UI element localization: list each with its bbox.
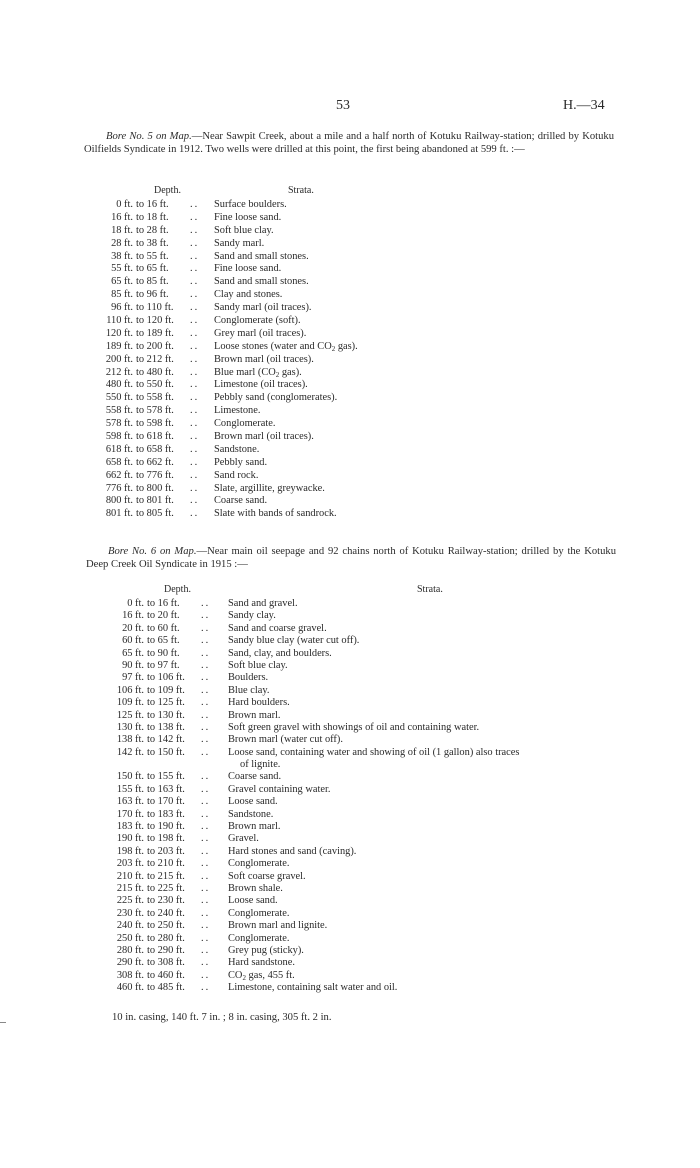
bore6-row — [106, 982, 646, 994]
bore5-row — [98, 263, 458, 276]
depth-from: 110 ft. — [106, 315, 133, 327]
depth-to: to 308 ft. — [147, 957, 185, 969]
depth-to: to 280 ft. — [147, 932, 185, 944]
depth-from: 308 ft. — [116, 969, 144, 981]
bore5-row — [98, 302, 458, 315]
leader-dots: .. — [190, 379, 200, 391]
depth-from: 190 ft. — [116, 833, 144, 845]
strata-description: Brown marl and lignite. — [228, 920, 328, 932]
strata-description: Conglomerate. — [228, 858, 290, 870]
leader-dots: .. — [201, 944, 211, 956]
bore6-title: Bore No. 6 on Map. — [108, 546, 197, 557]
strata-description: Coarse sand. — [214, 495, 268, 507]
strata-description: Fine loose sand. — [214, 211, 282, 223]
depth-to: to 598 ft. — [136, 418, 174, 430]
leader-dots: .. — [190, 443, 200, 455]
depth-to: to 240 ft. — [147, 907, 185, 919]
bore5-description: —Near Sawpit Creek, about a mile and a half north of Kotuku Railway-station; drilled by Kotuku Oilfields Syndicate in 1912. Two wells were drilled at this point, the first being abandoned at 599 ft. :— — [84, 131, 615, 155]
strata-description: Sand, clay, and boulders. — [228, 647, 332, 659]
strata-description: Conglomerate. — [214, 418, 276, 430]
casing-note: 10 in. casing, 140 ft. 7 in. ; 8 in. casing, 305 ft. 2 in. — [112, 1012, 332, 1023]
bore5-row — [98, 251, 458, 264]
bore5-row — [98, 457, 458, 470]
depth-to: to 558 ft. — [136, 392, 174, 404]
depth-from: 16 ft. — [122, 610, 144, 622]
depth-to: to 203 ft. — [147, 845, 185, 857]
strata-description: Soft green gravel with showings of oil and containing water. — [228, 721, 480, 733]
strata-description: Sandstone. — [228, 808, 274, 820]
strata-description: Clay and stones. — [214, 289, 283, 301]
depth-to: to 96 ft. — [136, 289, 169, 301]
bore5-row — [98, 276, 458, 289]
depth-to: to 198 ft. — [147, 833, 185, 845]
leader-dots: .. — [201, 771, 211, 783]
leader-dots: .. — [201, 858, 211, 870]
bore6-row — [106, 672, 646, 684]
depth-from: 290 ft. — [116, 957, 144, 969]
depth-from: 658 ft. — [105, 456, 133, 468]
bore5-row — [98, 483, 458, 496]
leader-dots: .. — [190, 289, 200, 301]
leader-dots: .. — [190, 263, 200, 275]
depth-to: to 776 ft. — [136, 469, 174, 481]
leader-dots: .. — [201, 598, 211, 609]
depth-to: to 109 ft. — [147, 684, 185, 696]
leader-dots: .. — [190, 469, 200, 481]
leader-dots: .. — [190, 418, 200, 430]
bore5-table — [98, 199, 458, 521]
depth-from: 776 ft. — [105, 482, 133, 494]
strata-description: Brown shale. — [228, 883, 283, 894]
bore5-row — [98, 418, 458, 431]
strata-description: Pebbly sand. — [214, 456, 268, 468]
bore6-row — [106, 809, 646, 821]
leader-dots: .. — [201, 870, 211, 882]
strata-description: Blue clay. — [228, 684, 270, 696]
depth-from: 225 ft. — [116, 895, 144, 907]
depth-from: 170 ft. — [116, 808, 144, 820]
depth-from: 60 ft. — [122, 635, 144, 647]
leader-dots: .. — [190, 224, 200, 236]
leader-dots: .. — [201, 808, 211, 820]
leader-dots: .. — [201, 920, 211, 932]
leader-dots: .. — [201, 672, 211, 684]
bore6-row — [106, 833, 646, 845]
bore5-row — [98, 431, 458, 444]
bore6-row — [106, 895, 646, 907]
page-reference: H.—34 — [563, 98, 605, 113]
leader-dots: .. — [201, 907, 211, 919]
bore5-row — [98, 225, 458, 238]
bore5-row — [98, 212, 458, 225]
depth-to: to 20 ft. — [147, 610, 180, 622]
depth-to: to 618 ft. — [136, 431, 174, 443]
bore6-row — [106, 933, 646, 945]
bore6-table — [106, 598, 646, 995]
strata-description: Blue marl ($CO_2$ gas). — [214, 366, 302, 379]
bore5-depth-header: Depth. — [154, 185, 181, 196]
bore5-row — [98, 392, 458, 405]
bore5-row — [98, 444, 458, 457]
depth-to: to 65 ft. — [136, 263, 169, 275]
depth-to: to 189 ft. — [136, 327, 174, 339]
bore6-row — [106, 623, 646, 635]
depth-from: 163 ft. — [116, 796, 144, 808]
bore6-row — [106, 747, 646, 772]
strata-description: $CO_2$ gas, 455 ft. — [228, 969, 295, 982]
depth-from: 18 ft. — [111, 224, 133, 236]
bore6-row — [106, 920, 646, 932]
strata-description: Slate with bands of sandrock. — [214, 508, 337, 520]
depth-from: 215 ft. — [116, 883, 144, 894]
depth-from: 90 ft. — [122, 659, 144, 671]
depth-to: to 150 ft. — [147, 746, 185, 758]
depth-from: 212 ft. — [105, 366, 133, 378]
depth-from: 183 ft. — [116, 821, 144, 833]
depth-from: 198 ft. — [116, 845, 144, 857]
leader-dots: .. — [190, 353, 200, 365]
leader-dots: .. — [201, 796, 211, 808]
depth-from: 155 ft. — [116, 783, 144, 795]
depth-from: 250 ft. — [116, 932, 144, 944]
leader-dots: .. — [190, 495, 200, 507]
depth-to: to 130 ft. — [147, 709, 185, 721]
depth-from: 578 ft. — [105, 418, 133, 430]
depth-to: to 125 ft. — [147, 697, 185, 709]
depth-to: to 800 ft. — [136, 482, 174, 494]
depth-from: 200 ft. — [105, 353, 133, 365]
leader-dots: .. — [190, 405, 200, 417]
bore5-row — [98, 289, 458, 302]
depth-from: 109 ft. — [116, 697, 144, 709]
leader-dots: .. — [201, 684, 211, 696]
leader-dots: .. — [201, 783, 211, 795]
depth-to: to 183 ft. — [147, 808, 185, 820]
leader-dots: .. — [201, 659, 211, 671]
depth-from: 210 ft. — [116, 870, 144, 882]
depth-from: 65 ft. — [122, 647, 144, 659]
bore5-title: Bore No. 5 on Map. — [106, 131, 192, 142]
bore5-row — [98, 405, 458, 418]
depth-from: 558 ft. — [105, 405, 133, 417]
bore6-strata-header: Strata. — [417, 584, 443, 595]
bore6-row — [106, 784, 646, 796]
strata-description: Conglomerate (soft). — [214, 315, 301, 327]
strata-description: Loose sand. — [228, 796, 278, 808]
depth-from: 97 ft. — [122, 672, 144, 684]
strata-description: Sandy blue clay (water cut off). — [228, 635, 360, 647]
leader-dots: .. — [190, 302, 200, 314]
depth-from: 800 ft. — [105, 495, 133, 507]
depth-to: to 65 ft. — [147, 635, 180, 647]
depth-from: 120 ft. — [105, 327, 133, 339]
strata-description: Brown marl (oil traces). — [214, 431, 314, 443]
bore6-row — [106, 610, 646, 622]
strata-description: Loose sand, containing water and showing of oil (1 gallon) also traces of lignite. — [228, 746, 520, 771]
strata-description: Soft coarse gravel. — [228, 870, 306, 882]
depth-from: 20 ft. — [122, 622, 144, 634]
depth-to: to 485 ft. — [147, 982, 185, 994]
strata-description: Sandstone. — [214, 443, 260, 455]
leader-dots: .. — [201, 746, 211, 758]
depth-to: to 55 ft. — [136, 250, 169, 262]
strata-description: Sand and coarse gravel. — [228, 622, 327, 634]
depth-from: 142 ft. — [116, 746, 144, 758]
depth-to: to 16 ft. — [147, 598, 180, 609]
depth-to: to 460 ft. — [147, 969, 185, 981]
depth-from: 96 ft. — [111, 302, 133, 314]
bore6-row — [106, 635, 646, 647]
leader-dots: .. — [201, 982, 211, 994]
bore6-row — [106, 685, 646, 697]
strata-description: Sandy clay. — [228, 610, 276, 622]
bore6-depth-header: Depth. — [164, 584, 191, 595]
depth-from: 801 ft. — [105, 508, 133, 520]
depth-to: to 97 ft. — [147, 659, 180, 671]
depth-to: to 110 ft. — [136, 302, 174, 314]
depth-from: 106 ft. — [116, 684, 144, 696]
depth-from: 550 ft. — [105, 392, 133, 404]
strata-description: Brown marl (oil traces). — [214, 353, 314, 365]
leader-dots: .. — [190, 366, 200, 378]
strata-description: Gravel. — [228, 833, 259, 845]
depth-to: to 60 ft. — [147, 622, 180, 634]
depth-to: to 28 ft. — [136, 224, 169, 236]
depth-from: 598 ft. — [105, 431, 133, 443]
leader-dots: .. — [201, 647, 211, 659]
bore6-row — [106, 858, 646, 870]
leader-dots: .. — [201, 895, 211, 907]
leader-dots: .. — [190, 508, 200, 520]
bore6-row — [106, 771, 646, 783]
strata-description: Sand rock. — [214, 469, 259, 481]
depth-from: 203 ft. — [116, 858, 144, 870]
depth-from: 280 ft. — [116, 944, 144, 956]
strata-description: Hard sandstone. — [228, 957, 295, 969]
depth-to: to 290 ft. — [147, 944, 185, 956]
bore6-row — [106, 846, 646, 858]
leader-dots: .. — [201, 709, 211, 721]
depth-from: 125 ft. — [116, 709, 144, 721]
strata-description: Pebbly sand (conglomerates). — [214, 392, 338, 404]
bore6-row — [106, 648, 646, 660]
strata-description: Soft blue clay. — [228, 659, 288, 671]
strata-description: Coarse sand. — [228, 771, 282, 783]
strata-description: Conglomerate. — [228, 932, 290, 944]
strata-description: Sand and small stones. — [214, 276, 309, 288]
depth-to: to 550 ft. — [136, 379, 174, 391]
depth-to: to 106 ft. — [147, 672, 185, 684]
leader-dots: .. — [190, 276, 200, 288]
bore6-row — [106, 871, 646, 883]
depth-to: to 215 ft. — [147, 870, 185, 882]
strata-description: Hard boulders. — [228, 697, 290, 709]
depth-to: to 801 ft. — [136, 495, 174, 507]
depth-from: 85 ft. — [111, 289, 133, 301]
leader-dots: .. — [201, 721, 211, 733]
depth-from: 618 ft. — [105, 443, 133, 455]
strata-description: Sand and small stones. — [214, 250, 309, 262]
depth-to: to 225 ft. — [147, 883, 185, 894]
bore5-row — [98, 379, 458, 392]
depth-from: 0 ft. — [127, 598, 144, 609]
depth-from: 16 ft. — [111, 211, 133, 223]
bore6-row — [106, 970, 646, 982]
strata-description: Grey pug (sticky). — [228, 944, 304, 956]
page-number: 53 — [336, 98, 350, 113]
bore6-row — [106, 734, 646, 746]
strata-description: Grey marl (oil traces). — [214, 327, 307, 339]
bore6-row — [106, 598, 646, 610]
leader-dots: .. — [201, 697, 211, 709]
leader-dots: .. — [190, 199, 200, 210]
depth-from: 230 ft. — [116, 907, 144, 919]
leader-dots: .. — [190, 327, 200, 339]
leader-dots: .. — [190, 431, 200, 443]
depth-from: 662 ft. — [105, 469, 133, 481]
bore5-row — [98, 495, 458, 508]
bore6-row — [106, 796, 646, 808]
strata-description: Brown marl. — [228, 821, 281, 833]
bore5-row — [98, 508, 458, 521]
bore6-row — [106, 957, 646, 969]
depth-to: to 662 ft. — [136, 456, 174, 468]
strata-description: Loose sand. — [228, 895, 278, 907]
depth-from: 480 ft. — [105, 379, 133, 391]
depth-to: to 16 ft. — [136, 199, 169, 210]
bore5-intro — [84, 131, 614, 157]
leader-dots: .. — [201, 833, 211, 845]
strata-description: Boulders. — [228, 672, 269, 684]
depth-to: to 18 ft. — [136, 211, 169, 223]
bore6-intro — [86, 546, 616, 572]
depth-from: 0 ft. — [116, 199, 133, 210]
depth-to: to 85 ft. — [136, 276, 169, 288]
depth-to: to 138 ft. — [147, 721, 185, 733]
strata-description: Sandy marl (oil traces). — [214, 302, 312, 314]
margin-mark — [0, 1022, 6, 1023]
depth-to: to 212 ft. — [136, 353, 174, 365]
depth-from: 240 ft. — [116, 920, 144, 932]
bore5-row — [98, 328, 458, 341]
bore6-row — [106, 697, 646, 709]
bore5-row — [98, 315, 458, 328]
bore5-row — [98, 238, 458, 251]
bore5-row — [98, 367, 458, 380]
depth-to: to 120 ft. — [136, 315, 174, 327]
strata-continuation: of lignite. — [240, 759, 281, 771]
strata-description: Fine loose sand. — [214, 263, 282, 275]
bore6-row — [106, 710, 646, 722]
depth-to: to 190 ft. — [147, 821, 185, 833]
strata-description: Surface boulders. — [214, 199, 287, 210]
leader-dots: .. — [201, 635, 211, 647]
bore5-row — [98, 470, 458, 483]
strata-description: Conglomerate. — [228, 907, 290, 919]
strata-description: Slate, argillite, greywacke. — [214, 482, 325, 494]
leader-dots: .. — [201, 957, 211, 969]
strata-description: Hard stones and sand (caving). — [228, 845, 357, 857]
strata-description: Limestone (oil traces). — [214, 379, 308, 391]
leader-dots: .. — [190, 392, 200, 404]
strata-description: Gravel containing water. — [228, 783, 331, 795]
leader-dots: .. — [190, 237, 200, 249]
leader-dots: .. — [190, 211, 200, 223]
leader-dots: .. — [190, 250, 200, 262]
leader-dots: .. — [190, 340, 200, 352]
strata-description: Brown marl. — [228, 709, 281, 721]
depth-to: to 90 ft. — [147, 647, 180, 659]
strata-description: Limestone. — [214, 405, 261, 417]
depth-from: 55 ft. — [111, 263, 133, 275]
leader-dots: .. — [201, 969, 211, 981]
depth-from: 150 ft. — [116, 771, 144, 783]
bore6-row — [106, 883, 646, 895]
bore6-description: —Near main oil seepage and 92 chains north of Kotuku Railway-station; drilled by the Kotuku Deep Creek Oil Syndicate in 1915 :— — [86, 546, 616, 570]
strata-description: Brown marl (water cut off). — [228, 734, 343, 746]
strata-description: Sand and gravel. — [228, 598, 298, 609]
strata-description: Limestone, containing salt water and oil. — [228, 982, 398, 994]
bore6-row — [106, 821, 646, 833]
depth-to: to 142 ft. — [147, 734, 185, 746]
depth-from: 460 ft. — [116, 982, 144, 994]
bore5-row — [98, 341, 458, 354]
depth-from: 38 ft. — [111, 250, 133, 262]
bore5-strata-header: Strata. — [288, 185, 314, 196]
depth-to: to 200 ft. — [136, 340, 174, 352]
strata-description: Loose stones (water and $CO_2$ gas). — [214, 340, 358, 353]
depth-from: 189 ft. — [105, 340, 133, 352]
leader-dots: .. — [201, 821, 211, 833]
leader-dots: .. — [190, 482, 200, 494]
depth-to: to 578 ft. — [136, 405, 174, 417]
depth-from: 65 ft. — [111, 276, 133, 288]
leader-dots: .. — [190, 315, 200, 327]
depth-to: to 658 ft. — [136, 443, 174, 455]
leader-dots: .. — [201, 845, 211, 857]
depth-to: to 250 ft. — [147, 920, 185, 932]
leader-dots: .. — [201, 622, 211, 634]
depth-to: to 163 ft. — [147, 783, 185, 795]
depth-to: to 210 ft. — [147, 858, 185, 870]
bore5-row — [98, 354, 458, 367]
bore6-row — [106, 660, 646, 672]
leader-dots: .. — [201, 734, 211, 746]
depth-from: 28 ft. — [111, 237, 133, 249]
bore5-row — [98, 199, 458, 212]
leader-dots: .. — [201, 932, 211, 944]
depth-to: to 805 ft. — [136, 508, 174, 520]
depth-to: to 480 ft. — [136, 366, 174, 378]
bore6-row — [106, 945, 646, 957]
depth-to: to 230 ft. — [147, 895, 185, 907]
leader-dots: .. — [201, 610, 211, 622]
bore6-row — [106, 908, 646, 920]
strata-description: Soft blue clay. — [214, 224, 274, 236]
depth-from: 138 ft. — [116, 734, 144, 746]
depth-from: 130 ft. — [116, 721, 144, 733]
leader-dots: .. — [201, 883, 211, 894]
depth-to: to 155 ft. — [147, 771, 185, 783]
strata-description: Sandy marl. — [214, 237, 265, 249]
depth-to: to 38 ft. — [136, 237, 169, 249]
leader-dots: .. — [190, 456, 200, 468]
bore6-row — [106, 722, 646, 734]
depth-to: to 170 ft. — [147, 796, 185, 808]
